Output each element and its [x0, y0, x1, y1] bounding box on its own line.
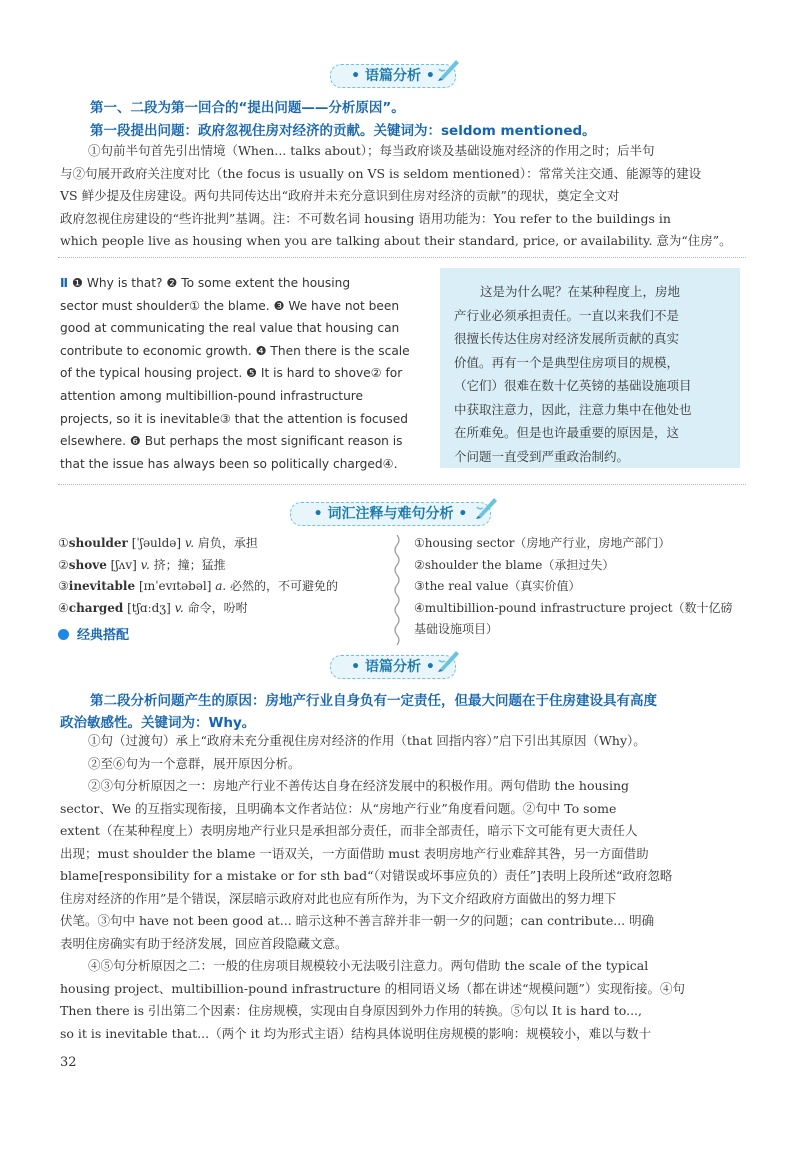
pen-icon [436, 647, 462, 673]
section2-heading-1: 第二段分析问题产生的原因：房地产行业自身负有一定责任，但最大问题在于住房建设具有高度 [90, 693, 657, 709]
section1-line: VS 鲜少提及住房建设。两句共同传达出“政府并未充分意识到住房对经济的贡献”的现状，奠定全文对 [60, 188, 620, 203]
section1-line: ①句前半句首先引出情境（When... talks about）；每当政府谈及基础设施对经济的作用之时；后半句 [88, 143, 655, 158]
vocab-item: ①shoulder [ˈʃəuldə] v. 肩负，承担 [58, 536, 258, 550]
passage-line: Ⅱ ❶ Why is that? ❷ To some extent the housing [60, 276, 351, 290]
section2-line: 伏笔。③句中 have not been good at... 暗示这种不善言辞并非一朝一夕的问题；can contribute... 明确 [60, 913, 655, 928]
section1-line: 政府忽视住房建设的“些许批判”基调。注：不可数名词 housing 语用功能为：You refer to the buildings in [60, 210, 671, 226]
passage-line: projects, so it is inevitable③ that the attention is focused [60, 411, 408, 426]
section1-body [60, 140, 748, 253]
section2-line: ④⑤句分析原因之二：一般的住房项目规模较小无法吸引注意力。两句借助 the scale of the typical [88, 958, 649, 973]
vocab-item: ④charged [tʃɑːdʒ] v. 命令，吩咐 [58, 600, 248, 615]
translation-line: 个问题一直受到严重政治制约。 [454, 448, 630, 464]
section2-line: 住房对经济的作用”是个错误，深层暗示政府对此也应有所作为，为下文介绍政府方面做出的努力埋下 [60, 890, 617, 906]
translation-line: （它们）很难在数十亿英镑的基础设施项目 [454, 378, 692, 393]
translation-box [440, 268, 740, 468]
section2-line: 出现；must shoulder the blame 一语双关，一方面借助 must 表明房地产行业难辞其咎，另一方面借助 [60, 845, 649, 861]
section-header-analysis-2: • 语篇分析 • [330, 655, 456, 679]
vocab-list [58, 533, 338, 619]
section2-body [60, 730, 748, 1045]
passage-line: elsewhere. ❻ But perhaps the most significant reason is [60, 434, 403, 449]
translation-line: 价值。再有一个是典型住房项目的规模， [454, 354, 680, 370]
section2-line: ①句（过渡句）承上“政府未充分重视住房对经济的作用（that 回指内容）”启下引出其原因（Why）。 [88, 733, 646, 748]
translation-line: 在所难免。但是也许最重要的原因是，这 [454, 425, 680, 440]
section2-line: extent（在某种程度上）表明房地产行业只是承担部分责任，而非全部责任，暗示下文可能有更大责任人 [60, 823, 638, 838]
passage-line: sector must shoulder① the blame. ❸ We have not been [60, 298, 400, 313]
section1-heading-2: 第一段提出问题：政府忽视住房对经济的贡献。关键词为：seldom mentioned。 [90, 123, 596, 139]
passage-line: contribute to economic growth. ❹ Then there is the scale [60, 343, 410, 358]
section2-heading-2: 政治敏感性。关键词为：Why。 [60, 715, 256, 731]
passage-line: attention among multibillion-pound infrastructure [60, 388, 364, 403]
section2-line: 表明住房确实有助于经济发展，回应首段隐藏文意。 [60, 935, 348, 951]
section2-line: ②至⑥句为一个意群，展开原因分析。 [88, 755, 301, 771]
passage-line: that the issue has always been so politically charged④. [60, 456, 398, 471]
section2-line: so it is inevitable that...（两个 it 均为形式主语）结构具体说明住房规模的影响：规模较小，难以与数十 [60, 1025, 652, 1041]
passage-line: good at communicating the real value that housing can [60, 321, 400, 336]
vocab-item: ③inevitable [ɪnˈevɪtəbəl] a. 必然的，不可避免的 [58, 579, 339, 593]
translation-line: 很擅长传达住房对经济发展所贡献的真实 [454, 331, 680, 346]
section2-line: housing project、multibillion-pound infrastructure 的相同语义场（都在讲述“规模问题”）实现衔接。④句 [60, 980, 685, 996]
translation-line: 这是为什么呢？在某种程度上，房地 [480, 284, 681, 299]
phrase-item: ④multibillion-pound infrastructure project（数十亿磅 [414, 600, 733, 615]
section1-line: which people live as housing when you are talking about their standard, price, or availability. 意为“住房”。 [60, 233, 732, 248]
section2-line: Then there is 引出第二个因素：住房规模，实现由自身原因到外力作用的转换。⑤句以 It is hard to..., [60, 1003, 642, 1018]
section-header-analysis-1: • 语篇分析 • [330, 64, 456, 88]
bullet-icon [58, 629, 69, 640]
divider [58, 257, 746, 258]
collocation-label: 经典搭配 [58, 624, 129, 643]
wavy-divider [392, 535, 402, 645]
phrase-list [414, 533, 733, 641]
section1-line: 与②句展开政府关注度对比（the focus is usually on VS is seldom mentioned）：常常关注交通、能源等的建设 [60, 165, 702, 181]
paragraph-number: Ⅱ [60, 276, 69, 290]
page-number: 32 [60, 1055, 77, 1070]
pen-icon [474, 494, 500, 520]
section2-line: ②③句分析原因之一：房地产行业不善传达自身在经济发展中的积极作用。两句借助 the housing [88, 778, 630, 793]
translation-line: 中获取注意力，因此，注意力集中在他处也 [454, 401, 692, 417]
section2-line: sector、We 的互指实现衔接，且明确本文作者站位：从“房地产行业”角度看问题。②句中 To some [60, 800, 617, 816]
phrase-item: ①housing sector（房地产行业，房地产部门） [414, 536, 671, 550]
phrase-item: ③the real value（真实价值） [414, 579, 581, 593]
section2-line: blame[responsibility for a mistake or for sth bad“（对错误或坏事应负的）责任”]表明上段所述“政府忽略 [60, 868, 673, 883]
section-header-vocab: • 词汇注释与难句分析 • [290, 502, 491, 526]
vocab-item: ②shove [ʃʌv] v. 挤；撞；猛推 [58, 557, 226, 572]
passage-text [60, 272, 432, 475]
translation-line: 产行业必须承担责任。一直以来我们不是 [454, 307, 680, 323]
divider [58, 484, 746, 485]
phrase-item: ②shoulder the blame（承担过失） [414, 557, 615, 572]
section1-heading-1: 第一、二段为第一回合的“提出问题——分析原因”。 [90, 100, 405, 116]
passage-line: of the typical housing project. ❺ It is hard to shove② for [60, 366, 403, 381]
phrase-item: 基础设施项目） [414, 622, 499, 636]
pen-icon [436, 56, 462, 82]
